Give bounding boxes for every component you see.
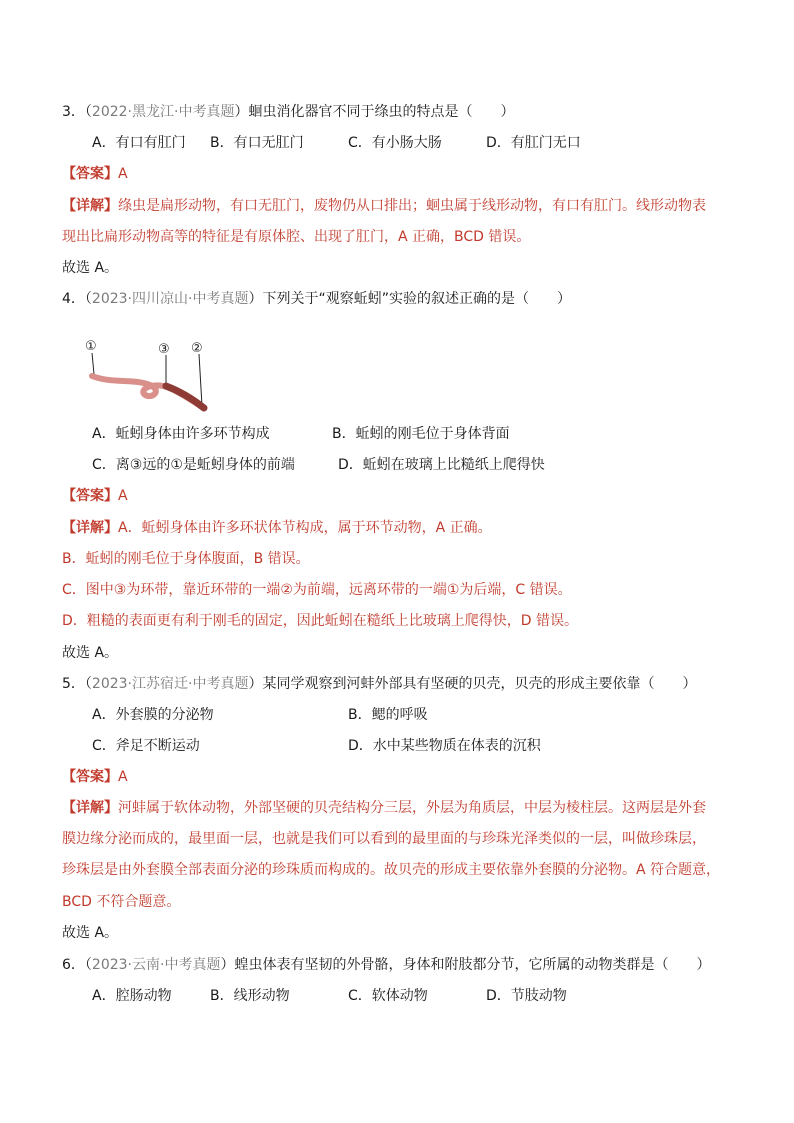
question-3-detail-line: 【详解】绦虫是扁形动物，有口无肛门，废物仍从口排出；蛔虫属于线形动物，有口有肛门。线形动物表 [62,198,706,214]
question-5-detail-line: BCD 不符合题意。 [62,894,181,910]
question-4-choose: 故选 A。 [62,645,119,661]
question-6-option-c: C．软体动物 [348,988,428,1004]
figure-label-2: ② [191,341,203,356]
question-3-source: 2022·黑龙江·中考真题 [91,104,235,120]
question-3-option-d: D．有肛门无口 [486,135,581,151]
question-5-stem: 5．（2023·江苏宿迁·中考真题）某同学观察到河蚌外部具有坚硬的贝壳，贝壳的形成主要依靠（ ） [62,676,697,692]
earthworm-figure [82,336,222,416]
question-5-option-c: C．斧足不断运动 [92,738,200,754]
question-4-detail-line: C．图中③为环带，靠近环带的一端②为前端，远离环带的一端①为后端，C 错误。 [62,582,572,598]
earthworm-clitellum [166,386,204,408]
question-5-source: 2023·江苏宿迁·中考真题 [91,676,249,692]
leader-line [92,353,94,374]
question-5-option-d: D．水中某些物质在体表的沉积 [348,738,541,754]
question-5-option-b: B．鳃的呼吸 [348,707,428,723]
question-5-option-a: A．外套膜的分泌物 [92,707,214,723]
question-4-option-c: C．离③远的①是蚯蚓身体的前端 [92,457,295,473]
question-3-answer: 【答案】A [62,166,128,182]
question-5-detail-line: 膜边缘分泌而成的，最里面一层，也就是我们可以看到的最里面的与珍珠光泽类似的一层，叫做珍珠层， [62,831,706,847]
question-3-choose: 故选 A。 [62,260,119,276]
question-4-stem: 4．（2023·四川凉山·中考真题）下列关于“观察蚯蚓”实验的叙述正确的是（ ） [62,291,571,307]
question-4-detail-line: D．粗糙的表面更有利于刚毛的固定，因此蚯蚓在糙纸上比玻璃上爬得快，D 错误。 [62,613,579,629]
question-3-option-b: B．有口无肛门 [210,135,304,151]
question-4-source: 2023·四川凉山·中考真题 [91,291,249,307]
figure-label-1: ① [85,339,97,354]
question-6-option-a: A．腔肠动物 [92,988,172,1004]
question-6-option-b: B．线形动物 [210,988,290,1004]
question-3-stem: 3．（2022·黑龙江·中考真题）蛔虫消化器官不同于绦虫的特点是（ ） [62,104,515,120]
question-5-detail-line: 珍珠层是由外套膜全部表面分泌的珍珠质而构成的。故贝壳的形成主要依靠外套膜的分泌物。A 符合题意， [62,862,721,878]
question-4-detail-line: B．蚯蚓的刚毛位于身体腹面，B 错误。 [62,551,310,567]
question-4-option-d: D．蚯蚓在玻璃上比糙纸上爬得快 [338,457,545,473]
question-6-option-d: D．节肢动物 [486,988,567,1004]
question-3-detail-line: 现出比扁形动物高等的特征是有原体腔、出现了肛门，A 正确，BCD 错误。 [62,229,531,245]
question-4-option-b: B．蚯蚓的刚毛位于身体背面 [332,426,510,442]
question-3-option-a: A．有口有肛门 [92,135,186,151]
question-4-detail-line: 【详解】A．蚯蚓身体由许多环状体节构成，属于环节动物，A 正确。 [62,520,492,536]
question-4-answer: 【答案】A [62,488,128,504]
earthworm-body [92,376,204,408]
question-4-option-a: A．蚯蚓身体由许多环节构成 [92,426,270,442]
figure-label-3: ③ [158,342,170,357]
question-6-stem: 6．（2023·云南·中考真题）蝗虫体表有坚韧的外骨骼，身体和附肢都分节，它所属的动物类群是（ ） [62,957,711,973]
question-3-option-c: C．有小肠大肠 [348,135,442,151]
question-5-answer: 【答案】A [62,769,128,785]
leader-line [199,354,202,406]
question-5-detail-line: 【详解】河蚌属于软体动物，外部坚硬的贝壳结构分三层，外层为角质层，中层为棱柱层。这两层是外套 [62,800,706,816]
question-5-choose: 故选 A。 [62,925,119,941]
question-6-source: 2023·云南·中考真题 [91,957,221,973]
